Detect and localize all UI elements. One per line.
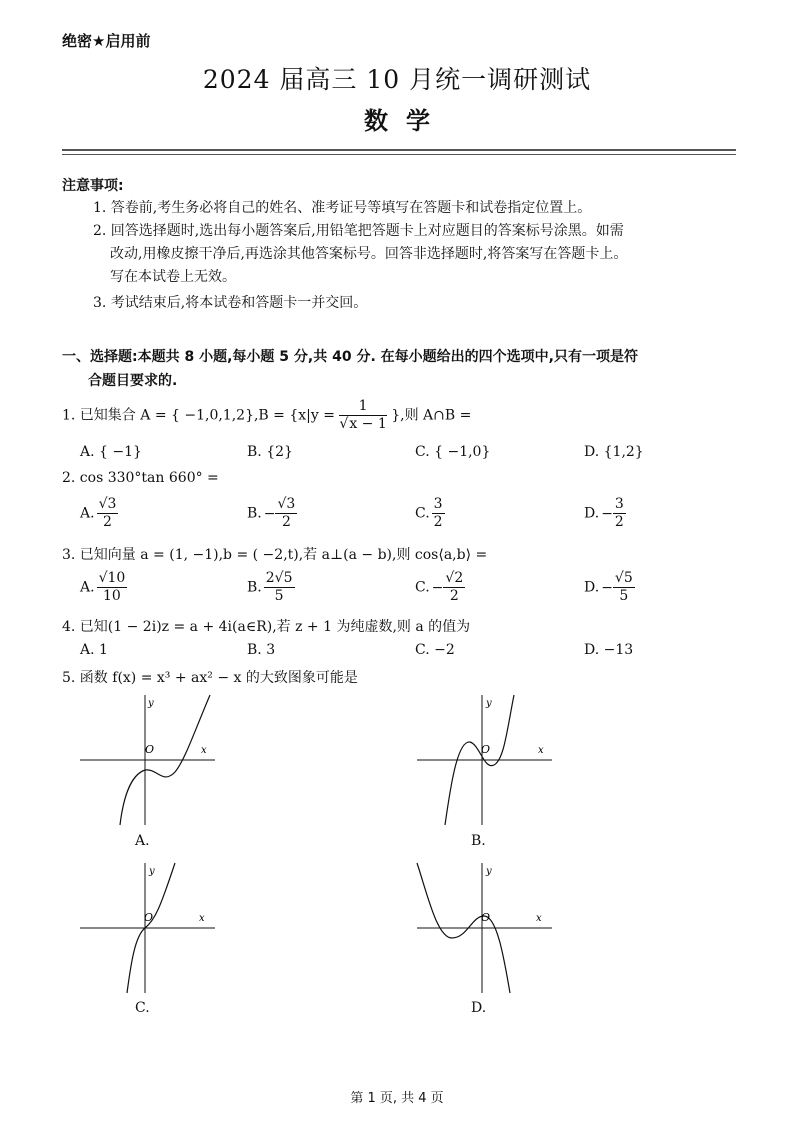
question-4-stem: 4. 已知(1 − 2i)z = a + 4i(a∈R),若 z + 1 为纯虚数,则 a 的值为: [62, 619, 471, 635]
fraction: [613, 496, 626, 531]
section-line: 一、选择题:本题共 8 小题,每小题 5 分,共 40 分. 在每小题给出的四个选项中,只有一项是符: [62, 349, 638, 365]
graph-a[interactable]: [75, 690, 225, 830]
fraction: [443, 570, 465, 605]
notice-item: 改动,用橡皮擦干净后,再选涂其他答案标号。回答非选择题时,将答案写在答题卡上。: [110, 246, 628, 262]
fraction: $\frac{1}{√x - 1}$: [339, 398, 387, 432]
denominator: 2: [103, 514, 112, 530]
x-label: x: [536, 913, 542, 924]
subject-title: 数学: [364, 106, 448, 135]
graph-label-a: A.: [135, 833, 150, 849]
option-b[interactable]: B. 3: [247, 642, 276, 658]
option-d[interactable]: [584, 570, 635, 605]
option-b[interactable]: [247, 570, 295, 605]
fraction: [97, 496, 119, 531]
option-b[interactable]: [247, 496, 297, 531]
x-label: x: [538, 745, 544, 756]
notice-item: 写在本试卷上无效。: [110, 269, 236, 285]
origin-label: O: [481, 743, 491, 756]
fraction: [97, 570, 128, 605]
option-sign: −: [601, 505, 613, 522]
question-1-stem: 1. 已知集合 A = { −1,0,1,2},B = {x|y = $\frac{1}{√x - 1}$ },则 A∩B =: [62, 398, 472, 432]
option-sign: −: [601, 579, 613, 596]
notice-item: 1. 答卷前,考生务必将自己的姓名、准考证号等填写在答题卡和试卷指定位置上。: [93, 200, 592, 216]
graph-b[interactable]: [412, 690, 562, 830]
header-rule-thick: [62, 149, 736, 151]
option-c[interactable]: C. { −1,0}: [415, 444, 491, 460]
origin-label: O: [145, 743, 155, 756]
denominator: 2: [433, 514, 443, 530]
secret-label: 绝密★启用前: [62, 32, 151, 50]
option-label: A.: [80, 579, 95, 596]
graph-label-b: B.: [471, 833, 486, 849]
option-label: C.: [415, 579, 430, 596]
graph-d[interactable]: [412, 858, 562, 998]
graph-c[interactable]: [75, 858, 225, 998]
section-line: 合题目要求的.: [88, 373, 178, 389]
header-rule-thin: [62, 154, 736, 155]
fraction: [264, 570, 295, 605]
option-label: A.: [80, 505, 95, 522]
denominator: 5: [619, 588, 629, 604]
denominator: 5: [274, 588, 284, 604]
option-d[interactable]: D. −13: [584, 642, 634, 658]
denominator: 2: [614, 514, 624, 530]
exam-title: 2024 届高三 10 月统一调研测试: [202, 65, 592, 94]
x-label: x: [201, 745, 207, 756]
numerator: 2√5: [265, 570, 293, 586]
numerator: √5: [614, 570, 633, 586]
origin-label: O: [481, 911, 491, 924]
option-label: D.: [584, 579, 600, 596]
y-label: y: [486, 866, 492, 877]
option-label: B.: [247, 579, 262, 596]
x-label: x: [199, 913, 205, 924]
option-sign: −: [263, 505, 276, 522]
numerator: √2: [445, 570, 464, 586]
question-3-stem: 3. 已知向量 a = (1, −1),b = ( −2,t),若 a⊥(a − b),则 cos⟨a,b⟩ =: [62, 547, 488, 563]
y-label: y: [148, 698, 154, 709]
fraction: [275, 496, 297, 531]
numerator: 3: [614, 496, 624, 512]
numerator: 3: [433, 496, 443, 512]
fraction: [613, 570, 635, 605]
fraction: [432, 496, 445, 531]
option-sign: −: [431, 579, 444, 596]
option-label: C.: [415, 505, 430, 522]
option-d[interactable]: D. {1,2}: [584, 444, 644, 460]
denominator: 10: [103, 588, 121, 604]
notice-item: 2. 回答选择题时,选出每小题答案后,用铅笔把答题卡上对应题目的答案标号涂黑。如需: [93, 223, 624, 239]
option-label: B.: [247, 505, 262, 522]
question-5-stem: 5. 函数 f(x) = x³ + ax² − x 的大致图象可能是: [62, 670, 358, 686]
y-label: y: [149, 866, 155, 877]
page-footer: 第 1 页, 共 4 页: [350, 1091, 444, 1106]
notice-item: 3. 考试结束后,将本试卷和答题卡一并交回。: [93, 295, 368, 311]
denominator: 2: [449, 588, 459, 604]
option-a[interactable]: A. 1: [80, 642, 108, 658]
option-c[interactable]: C. −2: [415, 642, 455, 658]
option-c[interactable]: [415, 496, 445, 531]
option-b[interactable]: B. {2}: [247, 444, 293, 460]
option-d[interactable]: [584, 496, 626, 531]
option-a[interactable]: A. { −1}: [80, 444, 142, 460]
y-label: y: [486, 698, 492, 709]
denominator: 2: [281, 514, 291, 530]
section-heading: [62, 345, 752, 393]
numerator: √10: [98, 570, 126, 586]
graph-label-c: C.: [135, 1000, 150, 1016]
option-a[interactable]: [80, 496, 118, 531]
graph-label-d: D.: [471, 1000, 487, 1016]
numerator: √3: [277, 496, 296, 512]
option-label: D.: [584, 505, 600, 522]
notice-heading: 注意事项:: [62, 178, 124, 194]
option-c[interactable]: [415, 570, 465, 605]
question-2-stem: 2. cos 330°tan 660° =: [62, 470, 219, 486]
numerator: √3: [98, 496, 117, 512]
option-a[interactable]: [80, 570, 127, 605]
origin-label: O: [144, 911, 154, 924]
